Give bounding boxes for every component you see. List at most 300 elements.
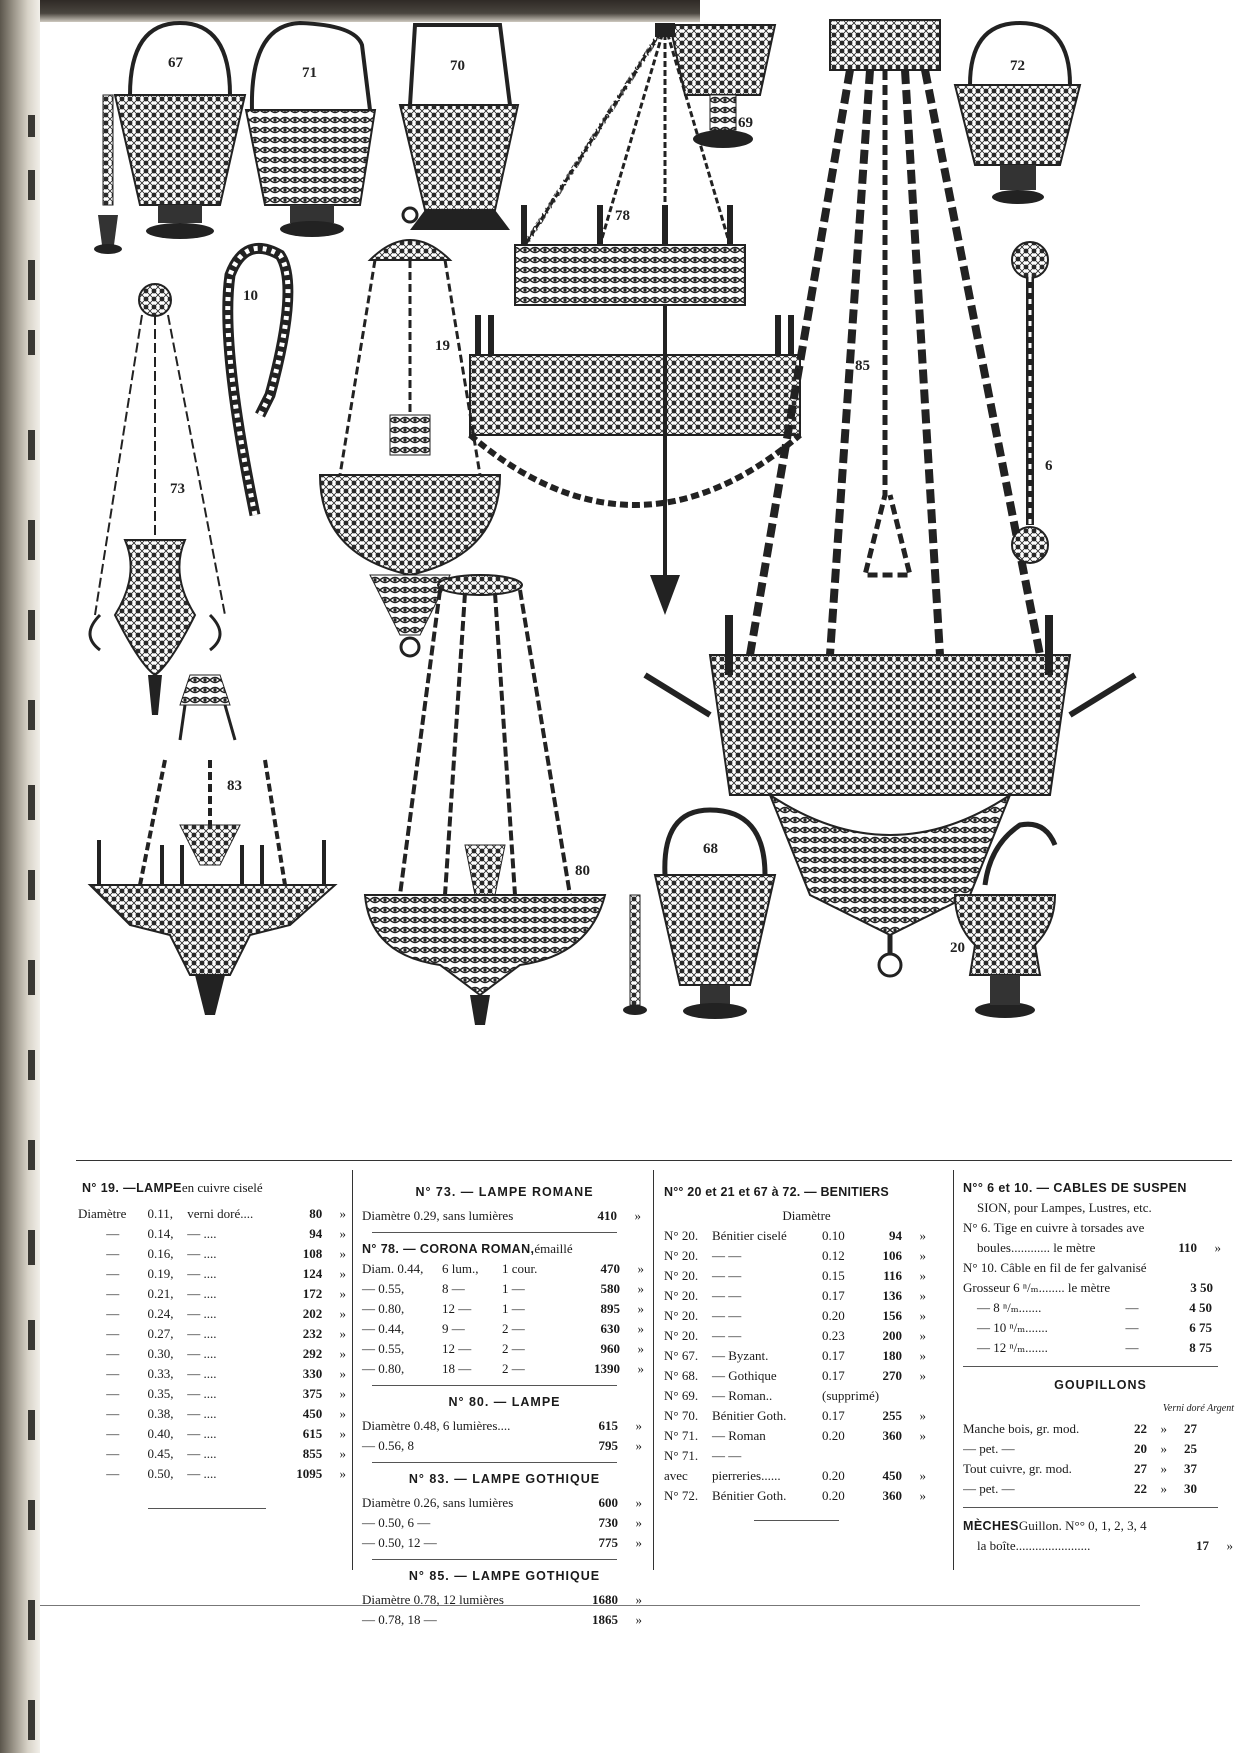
price-value: 4 50 <box>1189 1300 1212 1315</box>
table-row <box>664 1346 949 1366</box>
diameter-value: 0.40, <box>147 1426 174 1441</box>
diameter-label: — <box>106 1226 120 1241</box>
table-row <box>963 1419 1238 1439</box>
price-unit: » <box>919 1428 926 1443</box>
diameter-value: 0.20 <box>822 1308 845 1323</box>
figure-number-85: 85 <box>855 358 870 374</box>
section-separator <box>754 1520 839 1521</box>
section-heading: N°° 6 et 10. — CABLES DE SUSPEN <box>963 1181 1187 1195</box>
price-unit: » <box>339 1406 347 1421</box>
diameter-label: — <box>106 1246 120 1261</box>
column-subheading: Diamètre <box>782 1208 831 1223</box>
item-desc: — — <box>712 1268 742 1283</box>
diameter-value: Diam. 0.44, <box>362 1261 424 1276</box>
price-unit: » <box>1160 1461 1167 1476</box>
price-column-cables-goupillons <box>963 1178 1238 1556</box>
crown-count: 1 — <box>502 1301 525 1316</box>
section-heading: N° 80. — LAMPE <box>448 1395 561 1409</box>
price-unit: » <box>637 1301 644 1316</box>
price-unit: » <box>637 1361 644 1376</box>
table-row <box>664 1426 949 1446</box>
figure-number-69: 69 <box>738 115 753 131</box>
price-verni: 22 <box>1134 1421 1147 1436</box>
price-value: 450 <box>882 1468 902 1483</box>
benitier-71-figure <box>246 23 375 237</box>
price-unit: » <box>339 1266 347 1281</box>
item-number: N° 71. <box>664 1448 699 1463</box>
benitier-68-figure <box>623 810 775 1019</box>
item-number: avec <box>664 1468 688 1483</box>
diameter-label: — <box>106 1286 120 1301</box>
price-value: 795 <box>598 1438 618 1453</box>
price-list <box>963 1419 1238 1499</box>
diameter-value: 0.23 <box>822 1328 845 1343</box>
table-row <box>963 1439 1238 1459</box>
diameter-value: — 0.80, <box>362 1361 405 1376</box>
price-unit: » <box>637 1321 644 1336</box>
table-row <box>78 1324 346 1344</box>
binding-tab <box>28 330 35 355</box>
diameter-value <box>822 1446 912 1466</box>
price-list <box>362 1590 647 1630</box>
section-separator <box>963 1507 1218 1508</box>
section-separator <box>372 1232 617 1233</box>
price-value: 615 <box>302 1426 323 1441</box>
price-value: 330 <box>302 1366 323 1381</box>
figure-number-78: 78 <box>615 208 630 224</box>
price-unit: » <box>339 1206 347 1221</box>
lamp-romane-73-figure <box>90 284 235 740</box>
item-line: Guillon. N°° 0, 1, 2, 3, 4 <box>1018 1518 1147 1533</box>
price-value: 1390 <box>594 1361 620 1376</box>
table-row <box>78 1224 346 1244</box>
binding-tab <box>28 610 35 640</box>
table-row <box>664 1406 949 1426</box>
column-divider <box>953 1170 954 1570</box>
item-desc: — Roman <box>712 1428 766 1443</box>
diameter-value: 0.30, <box>147 1346 174 1361</box>
item-number: N° 20. <box>664 1308 699 1323</box>
price-value: 94 <box>309 1226 323 1241</box>
section-separator <box>372 1385 617 1386</box>
diameter-value: 0.24, <box>147 1306 174 1321</box>
price-line-text: — 0.56, 8 <box>362 1438 414 1453</box>
price-line-text: — 0.50, 6 — <box>362 1515 431 1530</box>
table-row <box>362 1533 647 1553</box>
price-value: 200 <box>882 1328 902 1343</box>
table-row <box>362 1259 647 1279</box>
benitier-69-figure <box>670 25 775 148</box>
price-unit: » <box>637 1261 644 1276</box>
price-value: 124 <box>302 1266 323 1281</box>
price-line-text: Diamètre 0.48, 6 lumières.... <box>362 1418 511 1433</box>
unit-desc: — <box>1125 1300 1139 1315</box>
table-row <box>78 1444 346 1464</box>
price-value: 116 <box>883 1268 902 1283</box>
diameter-label: — <box>106 1466 120 1481</box>
price-value: 895 <box>600 1301 620 1316</box>
price-unit: » <box>634 1208 641 1223</box>
price-list <box>362 1493 647 1553</box>
table-row <box>362 1513 647 1533</box>
price-value: 470 <box>600 1261 620 1276</box>
section-heading: N° 73. — LAMPE ROMANE <box>415 1185 594 1199</box>
price-list <box>78 1204 346 1484</box>
binding-tab <box>28 1050 35 1080</box>
item-desc: Tout cuivre, gr. mod. <box>963 1461 1072 1476</box>
price-unit: » <box>919 1328 926 1343</box>
diameter-label: — <box>106 1306 120 1321</box>
item-desc: Manche bois, gr. mod. <box>963 1421 1080 1436</box>
table-row <box>664 1466 949 1486</box>
item-line: N° 10. Câble en fil de fer galvanisé <box>963 1260 1147 1275</box>
item-number: N° 20. <box>664 1268 699 1283</box>
figure-number-70: 70 <box>450 58 465 74</box>
price-unit: » <box>635 1535 642 1550</box>
binding-tab <box>28 1700 35 1740</box>
item-number: N° 20. <box>664 1248 699 1263</box>
crown-count: 2 — <box>502 1341 525 1356</box>
table-row <box>362 1416 647 1436</box>
price-value: 360 <box>882 1488 902 1503</box>
diameter-label: — <box>106 1426 120 1441</box>
diameter-label: — <box>106 1266 120 1281</box>
price-verni: 27 <box>1134 1461 1147 1476</box>
table-row <box>362 1590 647 1610</box>
price-value: 3 50 <box>1190 1280 1213 1295</box>
diameter-value: 0.50, <box>147 1466 174 1481</box>
finish-desc: — .... <box>187 1306 217 1321</box>
diameter-value: 0.11, <box>147 1206 174 1221</box>
item-desc: — — <box>712 1248 742 1263</box>
price-unit: » <box>339 1246 347 1261</box>
figure-number-67: 67 <box>168 55 183 71</box>
price-list <box>362 1416 647 1456</box>
lights-count: 8 — <box>442 1281 465 1296</box>
price-value: 8 75 <box>1189 1340 1212 1355</box>
section-heading: GOUPILLONS <box>1054 1378 1147 1392</box>
diameter-value: 0.35, <box>147 1386 174 1401</box>
crown-count: 1 — <box>502 1281 525 1296</box>
price-unit: » <box>339 1226 347 1241</box>
crown-count: 1 cour. <box>502 1261 538 1276</box>
binding-tab <box>28 170 35 200</box>
price-unit: » <box>919 1408 926 1423</box>
price-value: 1680 <box>592 1592 618 1607</box>
gauge-desc: — 12 ⁿ/ₘ....... <box>977 1340 1048 1355</box>
item-desc: — pet. — <box>963 1441 1015 1456</box>
price-verni: 20 <box>1134 1441 1147 1456</box>
diameter-value: 0.12 <box>822 1248 845 1263</box>
price-value: 600 <box>598 1495 618 1510</box>
figure-number-10: 10 <box>243 288 258 304</box>
candle-stick-figure <box>94 95 122 254</box>
column-divider <box>352 1170 353 1570</box>
engraving-plate <box>70 15 1230 1160</box>
section-heading: N° 78. — CORONA ROMAN, <box>362 1242 535 1256</box>
item-number: N° 67. <box>664 1348 699 1363</box>
price-argent: 37 <box>1184 1461 1197 1476</box>
table-row <box>362 1359 647 1379</box>
diameter-value: 0.20 <box>822 1488 845 1503</box>
lamp-gothique-85-figure <box>645 20 1135 976</box>
price-unit: » <box>1160 1441 1167 1456</box>
diameter-value: 0.15 <box>822 1268 845 1283</box>
lights-count: 9 — <box>442 1321 465 1336</box>
figure-number-72: 72 <box>1010 58 1025 74</box>
price-list <box>362 1259 647 1379</box>
section-heading-rest: SION, pour Lampes, Lustres, etc. <box>977 1200 1152 1215</box>
section-separator <box>372 1559 617 1560</box>
binding-tab <box>28 785 35 820</box>
diameter-value: 0.14, <box>147 1226 174 1241</box>
item-number: N° 68. <box>664 1368 699 1383</box>
price-unit: » <box>1160 1421 1167 1436</box>
price-value: 730 <box>598 1515 618 1530</box>
price-value: 410 <box>597 1208 617 1223</box>
finish-desc: — .... <box>187 1426 217 1441</box>
diameter-value: — 0.55, <box>362 1341 405 1356</box>
book-binding-edge <box>0 0 40 1753</box>
table-row <box>362 1339 647 1359</box>
table-row <box>664 1366 949 1386</box>
figure-number-20: 20 <box>950 940 965 956</box>
cable-10-figure <box>228 248 288 515</box>
item-desc: Bénitier Goth. <box>712 1488 787 1503</box>
diameter-label: — <box>106 1366 120 1381</box>
item-desc: — — <box>712 1448 742 1463</box>
price-unit: » <box>637 1281 644 1296</box>
unit-desc: — <box>1125 1340 1139 1355</box>
price-unit: » <box>339 1346 347 1361</box>
table-row <box>78 1344 346 1364</box>
item-desc: Bénitier ciselé <box>712 1228 787 1243</box>
section-heading: N° 19. — <box>82 1181 137 1195</box>
section-heading: N° 85. — LAMPE GOTHIQUE <box>408 1569 601 1583</box>
binding-tab <box>28 520 35 560</box>
price-unit: » <box>339 1446 347 1461</box>
diameter-value: 0.21, <box>147 1286 174 1301</box>
table-row <box>78 1284 346 1304</box>
price-value: 202 <box>302 1306 323 1321</box>
binding-tab <box>28 260 35 300</box>
price-unit: » <box>919 1468 926 1483</box>
item-desc: — pet. — <box>963 1481 1015 1496</box>
price-line-text: Diamètre 0.26, sans lumières <box>362 1495 514 1510</box>
price-value: 775 <box>598 1535 618 1550</box>
table-row <box>963 1298 1238 1318</box>
price-value: 172 <box>302 1286 323 1301</box>
price-unit: » <box>635 1438 642 1453</box>
item-desc: Bénitier Goth. <box>712 1408 787 1423</box>
figure-number-19: 19 <box>435 338 450 354</box>
diameter-label: Diamètre <box>78 1206 127 1221</box>
item-desc: — Byzant. <box>712 1348 769 1363</box>
price-unit: » <box>635 1495 642 1510</box>
binding-tab <box>28 1500 35 1530</box>
section-keyword: MÈCHES <box>963 1519 1019 1533</box>
price-value: 960 <box>600 1341 620 1356</box>
diameter-value: 0.17 <box>822 1408 845 1423</box>
lamp-gothique-83-figure <box>90 760 335 1015</box>
price-unit: » <box>339 1366 347 1381</box>
table-row <box>362 1299 647 1319</box>
price-argent: 30 <box>1184 1481 1197 1496</box>
figure-number-68: 68 <box>703 841 718 857</box>
table-row <box>78 1264 346 1284</box>
table-row <box>362 1279 647 1299</box>
price-line-text: Diamètre 0.29, sans lumières <box>362 1208 514 1223</box>
table-row <box>362 1436 647 1456</box>
table-row <box>664 1486 949 1506</box>
price-value: 80 <box>309 1206 323 1221</box>
price-unit: » <box>919 1288 926 1303</box>
diameter-label: — <box>106 1446 120 1461</box>
finish-desc: — .... <box>187 1286 217 1301</box>
item-desc: — — <box>712 1328 742 1343</box>
finish-desc: — .... <box>187 1246 217 1261</box>
price-unit: » <box>339 1306 347 1321</box>
price-argent: 27 <box>1184 1421 1197 1436</box>
price-value: 450 <box>302 1406 323 1421</box>
table-row <box>78 1244 346 1264</box>
price-unit: » <box>919 1348 926 1363</box>
price-value: 255 <box>882 1408 902 1423</box>
table-row <box>78 1404 346 1424</box>
binding-tab <box>28 870 35 900</box>
diameter-value: 0.17 <box>822 1368 845 1383</box>
price-unit: » <box>919 1268 926 1283</box>
table-row <box>963 1318 1238 1338</box>
price-unit: » <box>919 1488 926 1503</box>
diameter-value: — 0.80, <box>362 1301 405 1316</box>
table-row <box>362 1610 647 1630</box>
table-row <box>664 1226 949 1246</box>
item-number: N° 70. <box>664 1408 699 1423</box>
price-value: 360 <box>882 1428 902 1443</box>
diameter-value: 0.45, <box>147 1446 174 1461</box>
diameter-value: 0.16, <box>147 1246 174 1261</box>
diameter-value: 0.20 <box>822 1428 845 1443</box>
price-value: 580 <box>600 1281 620 1296</box>
price-value: 855 <box>302 1446 323 1461</box>
price-unit: » <box>339 1286 347 1301</box>
item-desc: — Gothique <box>712 1368 777 1383</box>
price-value: 110 <box>1178 1240 1197 1255</box>
finish-desc: — .... <box>187 1326 217 1341</box>
lights-count: 18 — <box>442 1361 472 1376</box>
item-number: N° 72. <box>664 1488 699 1503</box>
table-row <box>78 1204 346 1224</box>
price-value: 292 <box>302 1346 323 1361</box>
price-column-lampe-19 <box>78 1178 346 1509</box>
table-row <box>664 1266 949 1286</box>
table-row <box>963 1479 1238 1499</box>
binding-tab <box>28 430 35 460</box>
table-row <box>78 1384 346 1404</box>
price-unit: » <box>1226 1538 1233 1553</box>
rod-6-figure <box>1012 242 1053 563</box>
item-line: Grosseur 6 ⁿ/ₘ........ le mètre <box>963 1280 1111 1295</box>
diameter-label: — <box>106 1386 120 1401</box>
unit-desc: — <box>1125 1320 1139 1335</box>
diameter-value: 0.27, <box>147 1326 174 1341</box>
item-number: N° 20. <box>664 1328 699 1343</box>
item-number: N° 20. <box>664 1288 699 1303</box>
price-value: 375 <box>302 1386 323 1401</box>
price-unit: » <box>339 1466 347 1481</box>
price-verni: 22 <box>1134 1481 1147 1496</box>
diameter-value: — 0.55, <box>362 1281 405 1296</box>
crown-count: 2 — <box>502 1361 525 1376</box>
finish-desc: — .... <box>187 1386 217 1401</box>
price-unit: » <box>919 1228 926 1243</box>
price-value: 156 <box>882 1308 902 1323</box>
benitier-70-figure <box>400 25 518 230</box>
lights-count: 12 — <box>442 1341 472 1356</box>
table-row <box>664 1286 949 1306</box>
price-value: 136 <box>882 1288 902 1303</box>
section-heading: N° 83. — LAMPE GOTHIQUE <box>408 1472 601 1486</box>
finish-desc: — .... <box>187 1346 217 1361</box>
lights-count: 6 lum., <box>442 1261 479 1276</box>
price-value: 630 <box>600 1321 620 1336</box>
binding-tab <box>28 1600 35 1640</box>
table-row <box>78 1304 346 1324</box>
diameter-label: — <box>106 1406 120 1421</box>
column-headers: Verni doré Argent <box>1162 1403 1234 1414</box>
price-unit: » <box>635 1515 642 1530</box>
benitier-72-figure <box>955 23 1080 204</box>
section-separator <box>372 1462 617 1463</box>
finish-desc: verni doré.... <box>187 1206 254 1221</box>
item-desc: pierreries...... <box>712 1468 781 1483</box>
binding-tab <box>28 1140 35 1170</box>
section-heading-rest: en cuivre ciselé <box>181 1180 263 1195</box>
price-value: 232 <box>302 1326 323 1341</box>
section-heading-rest: émaillé <box>534 1241 573 1256</box>
diameter-label: — <box>106 1346 120 1361</box>
table-row <box>664 1446 949 1466</box>
binding-tab <box>28 700 35 730</box>
finish-desc: — .... <box>187 1266 217 1281</box>
table-top-rule <box>76 1160 1232 1161</box>
price-value: 94 <box>889 1228 902 1243</box>
finish-desc: — .... <box>187 1446 217 1461</box>
price-value: 17 <box>1196 1538 1209 1553</box>
price-column-benitiers <box>664 1178 949 1521</box>
price-line-text: — 0.50, 12 — <box>362 1535 437 1550</box>
figure-number-80: 80 <box>575 863 590 879</box>
item-desc: — — <box>712 1308 742 1323</box>
price-unit: » <box>339 1386 347 1401</box>
diameter-value: 0.33, <box>147 1366 174 1381</box>
figure-number-71: 71 <box>302 65 317 81</box>
price-value: 1865 <box>592 1612 618 1627</box>
gauge-desc: — 10 ⁿ/ₘ....... <box>977 1320 1048 1335</box>
binding-tab <box>28 115 35 137</box>
item-desc: — — <box>712 1288 742 1303</box>
table-row <box>963 1459 1238 1479</box>
diameter-value: 0.19, <box>147 1266 174 1281</box>
crown-count: 2 — <box>502 1321 525 1336</box>
item-line: la boîte....................... <box>977 1538 1091 1553</box>
table-row <box>664 1386 949 1406</box>
table-row <box>362 1493 647 1513</box>
lights-count: 12 — <box>442 1301 472 1316</box>
binding-tab <box>28 1320 35 1350</box>
price-value: 270 <box>882 1368 902 1383</box>
